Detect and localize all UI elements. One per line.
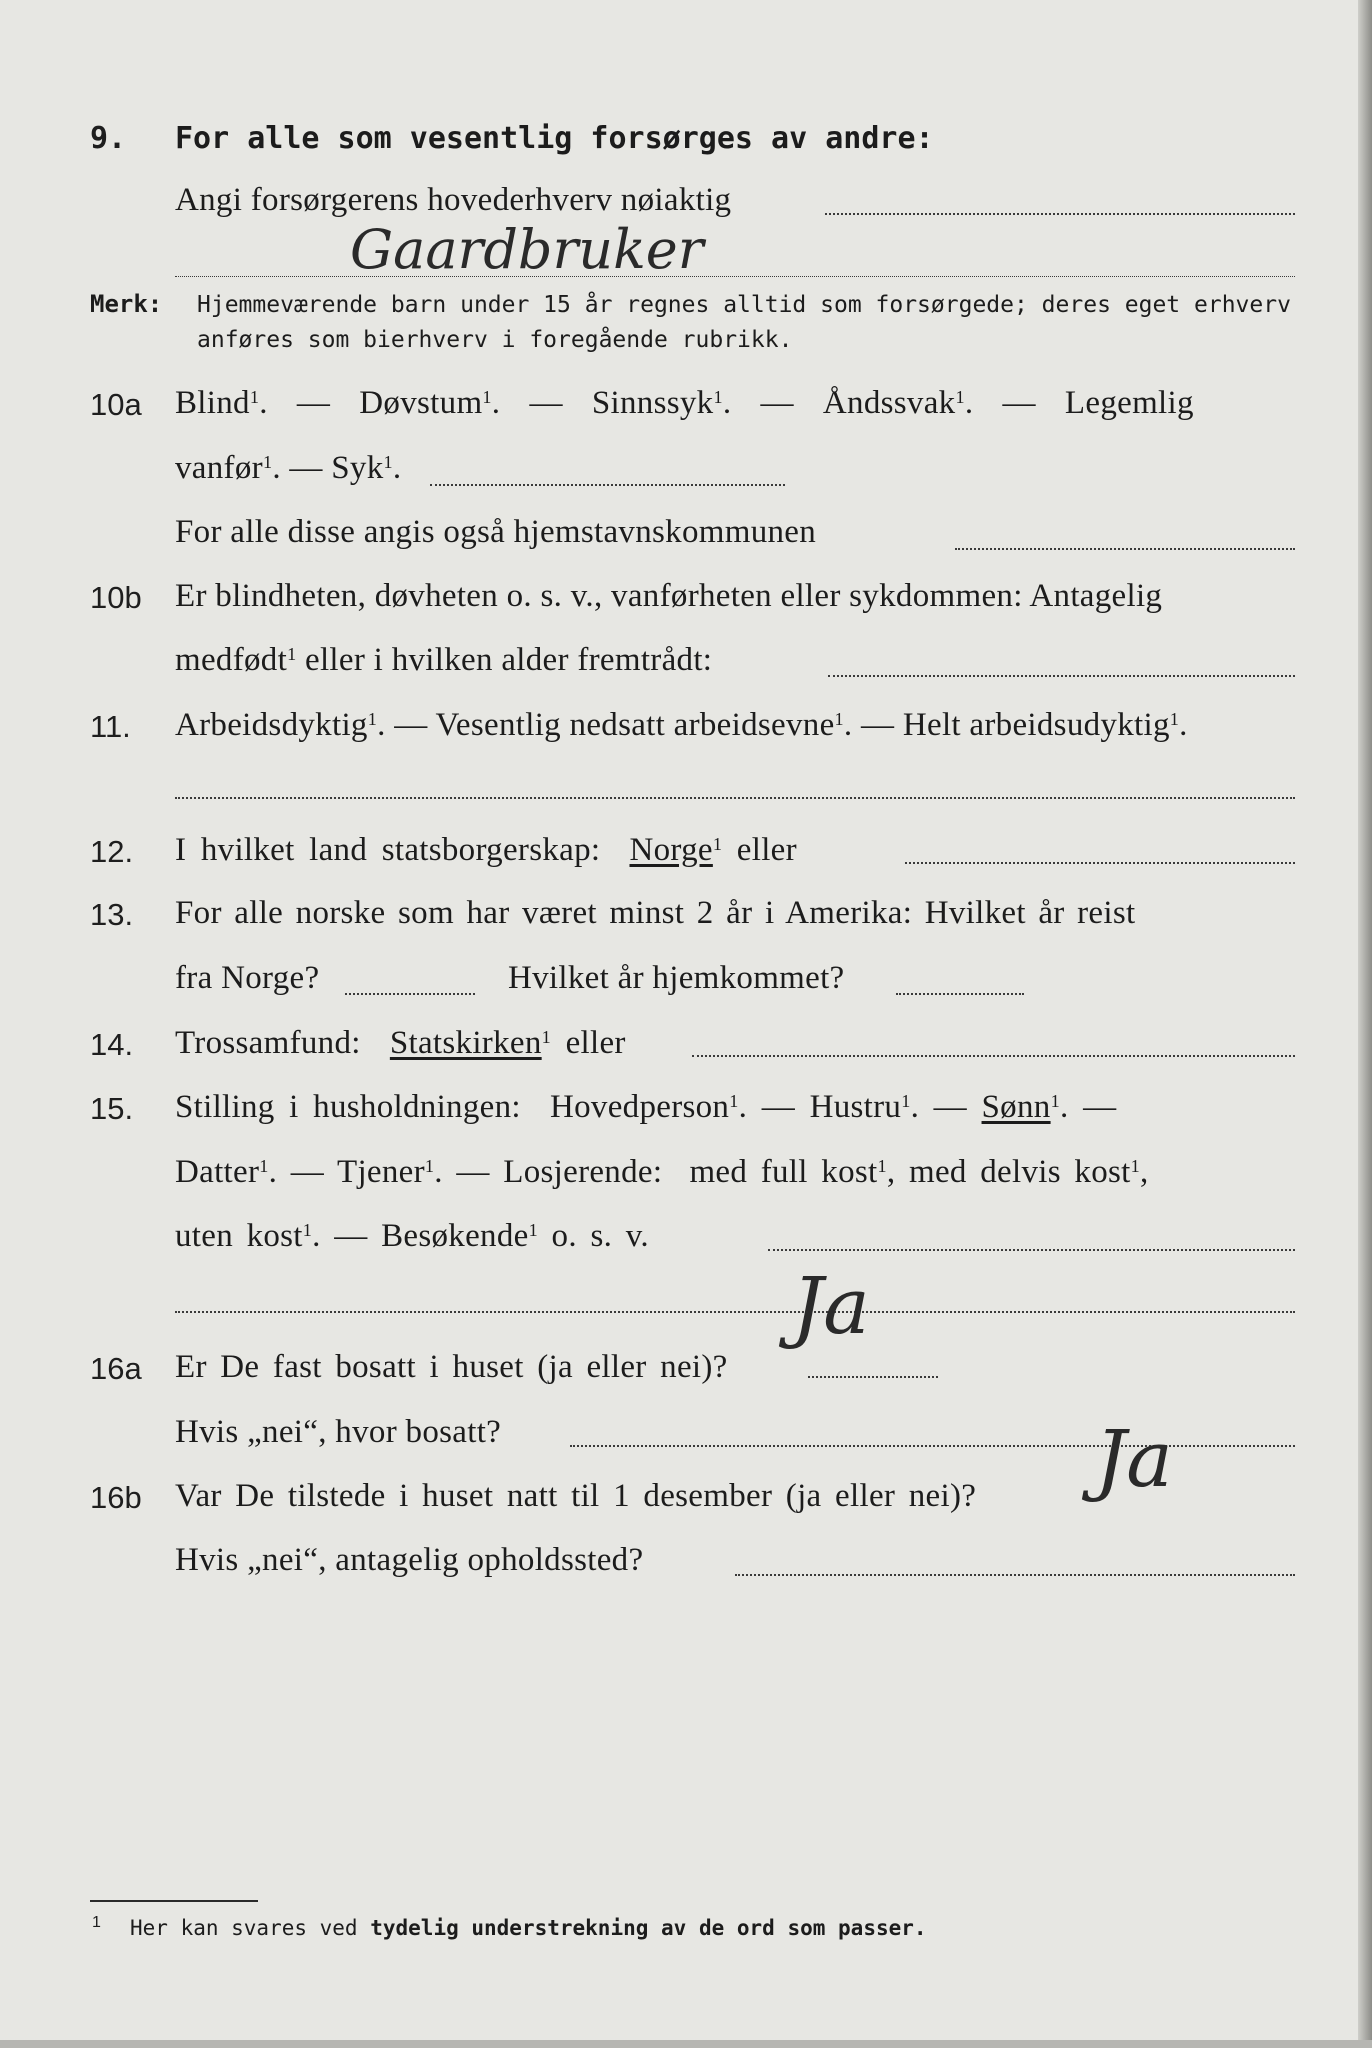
q15-tjener: Tjener	[337, 1154, 425, 1190]
q10a-hjemstavn-line	[955, 548, 1295, 550]
q15-line2: Datter$^1$. — Tjener$^1$. — Losjerende: med full kost$^1$, med delvis kost$^1$,	[175, 1154, 1149, 1190]
q15-uten-kost: uten kost	[175, 1218, 303, 1254]
q15-line1: 15. Stilling i husholdningen: Hovedperson$^1$. — Hustru$^1$. — Sønn$^1$. —	[90, 1089, 1117, 1126]
q10a-blind: Blind	[175, 385, 250, 421]
q13-fra-line	[345, 993, 475, 995]
footnote-mark: 1	[92, 1914, 101, 1931]
q12-number: 12.	[90, 834, 134, 869]
q16b-opholdssted-line	[735, 1574, 1295, 1576]
q9-answer-line-2	[175, 276, 1295, 277]
q13-fra-norge: fra Norge?	[175, 960, 320, 996]
q15-answer-line-1	[768, 1249, 1295, 1251]
q10a-dovstum: Døvstum	[359, 385, 483, 421]
q9-handwritten-answer: Gaardbruker	[350, 218, 704, 281]
q10b-answer-line	[828, 675, 1295, 677]
q10a-number: 10a	[90, 387, 142, 422]
q12-line1: 12. I hvilket land statsborgerskap: Norge$^1$ eller	[90, 832, 797, 869]
q16b-number: 16b	[90, 1480, 142, 1515]
footnote	[130, 1916, 927, 1940]
q15-datter: Datter	[175, 1154, 260, 1190]
q11-nedsatt: Vesentlig nedsatt arbeidsevne	[435, 707, 835, 743]
merk-line-2: anføres som bierhverv i foregående rubrikk.	[197, 327, 793, 353]
q9-line1	[0, 115, 1372, 163]
q10a-line3	[0, 512, 1372, 560]
q15-line3: uten kost$^1$. — Besøkende$^1$ o. s. v.	[175, 1218, 649, 1254]
q10a-hjemstavn: For alle disse angis også hjemstavnskommunen	[175, 514, 817, 550]
q15-lead: Stilling i husholdningen:	[175, 1089, 521, 1125]
q10b-line1	[0, 576, 1372, 624]
q12-eller: eller	[736, 832, 797, 868]
q15-full-kost: med full kost	[689, 1154, 878, 1190]
page-edge-right	[1358, 0, 1372, 2048]
q13-line1	[0, 893, 1372, 941]
q15-besokende: Besøkende	[381, 1218, 529, 1254]
q12-lead: I hvilket land statsborgerskap:	[175, 832, 601, 868]
q16a-handwritten-answer: Ja	[792, 1262, 870, 1352]
q14-statskirken: Statskirken	[389, 1025, 542, 1061]
q15-answer-line-2	[175, 1311, 1295, 1313]
q15-hovedperson: Hovedperson	[549, 1089, 730, 1125]
q13-line2	[0, 958, 1372, 1006]
q10a-syk: Syk	[331, 450, 384, 486]
q16a-line1	[0, 1347, 1372, 1395]
q15-number: 15.	[90, 1091, 134, 1126]
q14-number: 14.	[90, 1027, 134, 1062]
q16a-hvor-bosatt: Hvis „nei“, hvor bosatt?	[175, 1414, 502, 1450]
q12-answer-line	[905, 862, 1295, 864]
q10a-sinnssyk: Sinnssyk	[591, 385, 714, 421]
footnote-rule	[90, 1900, 258, 1902]
q14-lead: Trossamfund:	[175, 1025, 361, 1061]
q16b-question: Var De tilstede i huset natt til 1 desember (ja eller nei)?	[175, 1478, 977, 1514]
q10b-number: 10b	[90, 580, 142, 615]
q10a-legemlig: Legemlig	[1064, 385, 1194, 421]
merk-line-1: Hjemmeværende barn under 15 år regnes alltid som forsørgede; deres eget erhverv	[197, 292, 1291, 318]
q10a-vanfor: vanfør	[175, 450, 263, 486]
q13-number: 13.	[90, 897, 134, 932]
q15-sonn: Sønn	[981, 1089, 1051, 1125]
q16a-number: 16a	[90, 1351, 142, 1386]
q14-eller: eller	[565, 1025, 626, 1061]
merk-label: Merk:	[90, 290, 163, 318]
q15-osv: o. s. v.	[551, 1218, 649, 1254]
q10a-andssvak: Åndssvak	[822, 385, 956, 421]
q16a-question: Er De fast bosatt i huset (ja eller nei)?	[175, 1349, 728, 1385]
q16b-line2	[0, 1540, 1372, 1588]
q11-line1: 11. Arbeidsdyktig$^1$. — Vesentlig nedsatt arbeidsevne$^1$. — Helt arbeidsudyktig$^1$.	[90, 707, 1188, 744]
q10b-line2: medfødt$^1$ eller i hvilken alder fremtrådt:	[175, 642, 713, 678]
q13-hjem-line	[896, 993, 1024, 995]
q9-answer-line-1	[825, 213, 1295, 215]
q10b-text-1: Er blindheten, døvheten o. s. v., vanførheten eller sykdommen: Antagelig	[175, 578, 1163, 614]
q15-hustru: Hustru	[809, 1089, 902, 1125]
q10a-line1: 10a Blind$^1$. — Døvstum$^1$. — Sinnssyk$^1$. — Åndssvak$^1$. — Legemlig	[90, 385, 1194, 422]
q11-udyktig: Helt arbeidsudyktig	[902, 707, 1170, 743]
q16a-bosatt-line	[570, 1445, 1295, 1447]
q15-delvis-kost: med delvis kost	[908, 1154, 1131, 1190]
page-edge-bottom	[0, 2040, 1372, 2048]
q13-text-1: For alle norske som har været minst 2 år i Amerika: Hvilket år reist	[175, 895, 1136, 931]
q10b-medfodt: medfødt	[175, 642, 288, 678]
footnote-emphasis: tydelig understrekning av de ord som passer.	[370, 1916, 927, 1940]
q10a-line2: vanfør$^1$. — Syk$^1$.	[175, 450, 402, 486]
q10b-alder: eller i hvilken alder fremtrådt:	[305, 642, 713, 678]
q16b-handwritten-answer: Ja	[1095, 1415, 1173, 1505]
q9-heading: For alle som vesentlig forsørges av andre:	[175, 121, 934, 156]
footnote-text: Her kan svares ved	[130, 1916, 358, 1940]
q16b-opholdssted: Hvis „nei“, antagelig opholdssted?	[175, 1542, 644, 1578]
q9-prompt: Angi forsørgerens hovederhverv nøiaktig	[175, 182, 732, 218]
q11-number: 11.	[90, 709, 131, 744]
q14-line1: 14. Trossamfund: Statskirken$^1$ eller	[90, 1025, 626, 1062]
q14-answer-line	[692, 1055, 1295, 1057]
q13-hjemkommet: Hvilket år hjemkommet?	[508, 960, 845, 996]
q16a-answer-line	[808, 1376, 938, 1378]
q11-answer-line	[175, 797, 1295, 799]
q10a-syk-line	[430, 484, 785, 486]
q11-arbeidsdyktig: Arbeidsdyktig	[175, 707, 368, 743]
q9-number: 9.	[90, 121, 127, 156]
q12-norge: Norge	[629, 832, 713, 868]
q15-losjerende: Losjerende:	[503, 1154, 663, 1190]
